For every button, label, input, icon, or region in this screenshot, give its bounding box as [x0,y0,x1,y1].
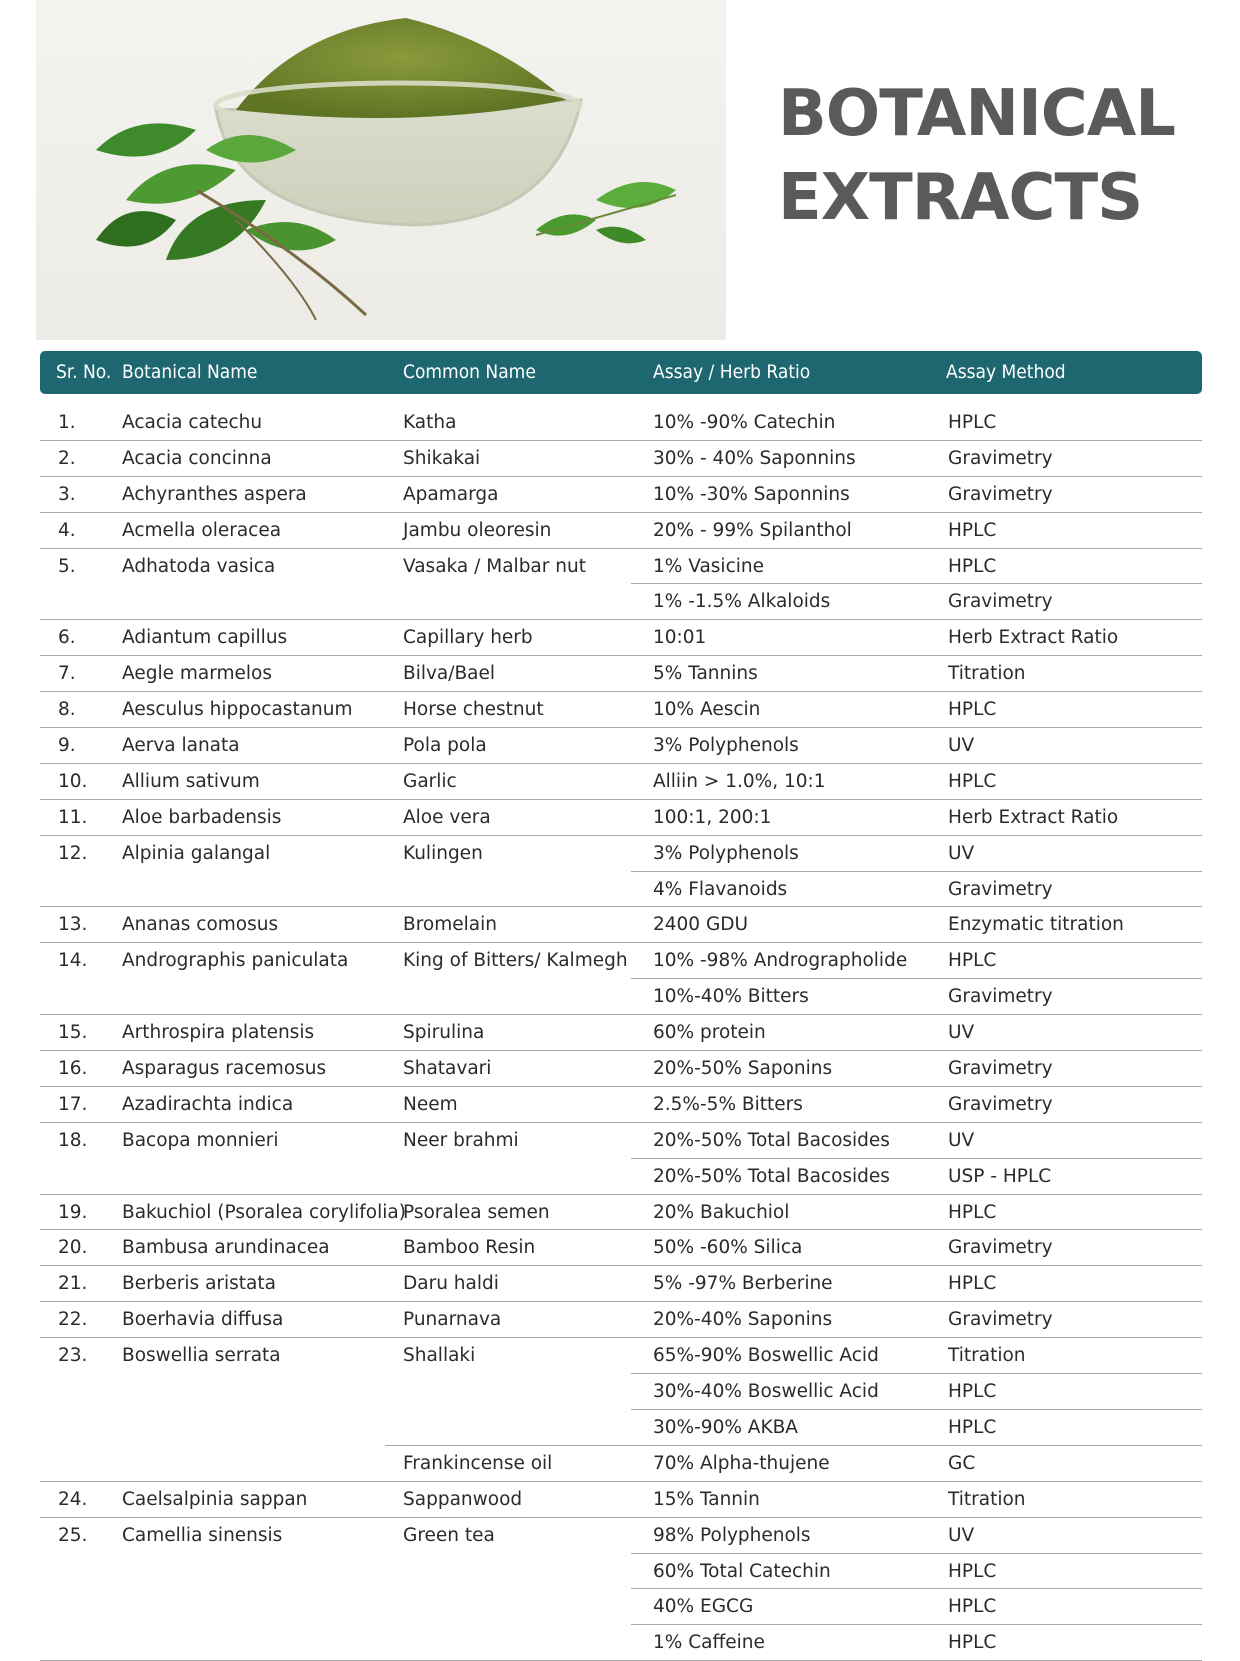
botanical-name-cell: Bacopa monnieri [122,1129,279,1151]
assay-method-cell: Gravimetry [948,1309,1053,1331]
table-row [40,620,1202,656]
common-name-cell: Bilva/Bael [403,663,496,685]
table-row [40,836,1202,872]
table-row [40,728,1202,764]
assay-cell: 15% Tannin [653,1488,760,1510]
assay-method-cell: UV [948,842,975,864]
sr-no-cell: 23. [58,1345,88,1367]
assay-method-cell: Enzymatic titration [948,914,1124,936]
common-name-cell: Green tea [403,1524,495,1546]
common-name-cell: Jambu oleoresin [403,519,552,541]
common-name-cell: Sappanwood [403,1488,523,1510]
table-row [40,1230,1202,1266]
botanical-name-cell: Arthrospira platensis [122,1022,315,1044]
sr-no-cell: 2. [58,447,76,469]
table-row [40,692,1202,728]
common-name-cell: Vasaka / Malbar nut [403,555,586,577]
table-row [40,1015,1202,1051]
common-name-cell: Punarnava [403,1309,502,1331]
assay-cell: 4% Flavanoids [653,878,788,900]
sr-no-cell: 5. [58,555,76,577]
botanical-name-cell: Asparagus racemosus [122,1058,327,1080]
table-header [40,351,1202,394]
table-row [40,656,1202,692]
assay-cell: 5% Tannins [653,663,758,685]
extracts-table-body [40,405,1202,1661]
common-name-cell: Neer brahmi [403,1129,519,1151]
assay-cell: 98% Polyphenols [653,1524,811,1546]
table-row [40,1051,1202,1087]
common-name-cell: Garlic [403,770,457,792]
table-row [40,441,1202,477]
common-name-cell: Aloe vera [403,806,491,828]
botanical-name-cell: Bambusa arundinacea [122,1237,330,1259]
table-row [40,1446,1202,1482]
assay-method-cell: UV [948,1524,975,1546]
assay-cell: 10%-40% Bitters [653,986,809,1008]
table-row [40,1374,1202,1410]
assay-method-cell: HPLC [948,519,997,541]
sr-no-cell: 15. [58,1022,88,1044]
sr-no-cell: 14. [58,950,88,972]
botanical-name-cell: Acacia concinna [122,447,272,469]
assay-cell: 1% Vasicine [653,555,764,577]
botanical-name-cell: Acmella oleracea [122,519,282,541]
botanical-name-cell: Bakuchiol (Psoralea corylifolia) [122,1201,406,1223]
sr-no-cell: 1. [58,412,76,433]
table-row [40,1302,1202,1338]
assay-cell: 40% EGCG [653,1596,754,1618]
common-name-cell: Katha [403,412,457,433]
common-name-cell: King of Bitters/ Kalmegh [403,950,628,972]
assay-cell: Alliin > 1.0%, 10:1 [653,770,826,792]
assay-method-cell: Titration [948,1345,1026,1367]
botanical-name-cell: Allium sativum [122,770,260,792]
assay-cell: 70% Alpha-thujene [653,1452,830,1474]
table-row [40,513,1202,549]
assay-method-cell: HPLC [948,1632,997,1654]
botanical-name-cell: Azadirachta indica [122,1093,294,1115]
sr-no-cell: 8. [58,699,76,721]
assay-cell: 65%-90% Boswellic Acid [653,1345,879,1367]
common-name-cell: Frankincense oil [403,1452,553,1474]
table-row [40,405,1202,441]
common-name-cell: Apamarga [403,483,499,505]
common-name-cell: Horse chestnut [403,699,544,721]
assay-method-cell: UV [948,1022,975,1044]
table-row [40,477,1202,513]
common-name-cell: Capillary herb [403,627,533,649]
column-header-common-name: Common Name [403,361,536,383]
assay-method-cell: HPLC [948,1560,997,1582]
sr-no-cell: 13. [58,914,88,936]
assay-method-cell: Gravimetry [948,591,1053,613]
common-name-cell: Pola pola [403,735,487,757]
assay-method-cell: Herb Extract Ratio [948,806,1119,828]
assay-cell: 50% -60% Silica [653,1237,803,1259]
assay-method-cell: Gravimetry [948,447,1053,469]
column-header-botanical-name: Botanical Name [122,361,258,383]
botanical-name-cell: Berberis aristata [122,1273,276,1295]
assay-method-cell: HPLC [948,1416,997,1438]
assay-method-cell: Gravimetry [948,986,1053,1008]
botanical-name-cell: Achyranthes aspera [122,483,307,505]
assay-cell: 20% - 99% Spilanthol [653,519,852,541]
assay-cell: 2.5%-5% Bitters [653,1093,803,1115]
table-row [40,907,1202,943]
table-row [40,584,1202,620]
sr-no-cell: 18. [58,1129,88,1151]
sr-no-cell: 11. [58,806,88,828]
assay-cell: 30% - 40% Saponnins [653,447,856,469]
assay-method-cell: GC [948,1452,976,1474]
assay-method-cell: HPLC [948,555,997,577]
assay-method-cell: Gravimetry [948,1237,1053,1259]
botanical-name-cell: Boswellia serrata [122,1345,281,1367]
assay-method-cell: Titration [948,1488,1026,1510]
table-row [40,549,1202,585]
botanical-name-cell: Aloe barbadensis [122,806,282,828]
sr-no-cell: 9. [58,735,76,757]
assay-method-cell: Gravimetry [948,1093,1053,1115]
common-name-cell: Neem [403,1093,458,1115]
table-row [40,1410,1202,1446]
table-row [40,1087,1202,1123]
assay-method-cell: UV [948,1129,975,1151]
sr-no-cell: 7. [58,663,76,685]
column-header-sr-no: Sr. No. [56,361,112,383]
table-row [40,1589,1202,1625]
assay-method-cell: HPLC [948,770,997,792]
assay-method-cell: Gravimetry [948,878,1053,900]
common-name-cell: Kulingen [403,842,483,864]
assay-cell: 20%-50% Saponins [653,1058,833,1080]
sr-no-cell: 25. [58,1524,88,1546]
assay-cell: 1% -1.5% Alkaloids [653,591,831,613]
assay-method-cell: HPLC [948,950,997,972]
assay-cell: 20%-40% Saponins [653,1309,833,1331]
assay-cell: 5% -97% Berberine [653,1273,833,1295]
column-header-assay-method: Assay Method [946,361,1066,383]
assay-cell: 10% Aescin [653,699,761,721]
assay-cell: 60% Total Catechin [653,1560,831,1582]
assay-method-cell: HPLC [948,699,997,721]
assay-method-cell: USP - HPLC [948,1165,1052,1187]
column-header-assay-herb-ratio: Assay / Herb Ratio [653,361,811,383]
sr-no-cell: 21. [58,1273,88,1295]
assay-method-cell: HPLC [948,1273,997,1295]
botanical-name-cell: Andrographis paniculata [122,950,349,972]
assay-method-cell: Titration [948,663,1026,685]
assay-method-cell: HPLC [948,1201,997,1223]
assay-method-cell: HPLC [948,1596,997,1618]
assay-cell: 3% Polyphenols [653,735,799,757]
botanical-name-cell: Aegle marmelos [122,663,272,685]
botanical-name-cell: Camellia sinensis [122,1524,283,1546]
sr-no-cell: 19. [58,1201,88,1223]
table-row [40,1195,1202,1231]
common-name-cell: Shallaki [403,1345,476,1367]
botanical-name-cell: Caelsalpinia sappan [122,1488,308,1510]
common-name-cell: Shatavari [403,1058,492,1080]
title-line-2: EXTRACTS [778,161,1143,235]
common-name-cell: Spirulina [403,1022,485,1044]
botanical-name-cell: Adiantum capillus [122,627,288,649]
assay-method-cell: Herb Extract Ratio [948,627,1119,649]
assay-cell: 1% Caffeine [653,1632,765,1654]
assay-cell: 30%-40% Boswellic Acid [653,1381,879,1403]
sr-no-cell: 12. [58,842,88,864]
sr-no-cell: 16. [58,1058,88,1080]
assay-cell: 20%-50% Total Bacosides [653,1129,890,1151]
sr-no-cell: 3. [58,483,76,505]
assay-cell: 60% protein [653,1022,766,1044]
sr-no-cell: 20. [58,1237,88,1259]
table-row [40,1518,1202,1554]
sr-no-cell: 4. [58,519,76,541]
assay-cell: 10% -98% Andrographolide [653,950,908,972]
hero-image [36,0,726,340]
common-name-cell: Bamboo Resin [403,1237,536,1259]
botanical-name-cell: Aerva lanata [122,735,240,757]
table-row [40,943,1202,979]
assay-cell: 20% Bakuchiol [653,1201,790,1223]
table-row [40,1338,1202,1374]
common-name-cell: Daru haldi [403,1273,499,1295]
common-name-cell: Bromelain [403,914,497,936]
table-row [40,1554,1202,1590]
table-row [40,1159,1202,1195]
assay-cell: 10% -30% Saponnins [653,483,850,505]
botanical-name-cell: Alpinia galangal [122,842,271,864]
page-title [778,72,1175,240]
assay-cell: 10:01 [653,627,707,649]
table-row [40,1266,1202,1302]
sr-no-cell: 24. [58,1488,88,1510]
assay-method-cell: HPLC [948,412,997,433]
botanical-name-cell: Boerhavia diffusa [122,1309,284,1331]
table-row [40,764,1202,800]
table-row [40,1123,1202,1159]
botanical-name-cell: Acacia catechu [122,412,263,433]
botanical-name-cell: Ananas comosus [122,914,279,936]
common-name-cell: Psoralea semen [403,1201,550,1223]
assay-method-cell: Gravimetry [948,1058,1053,1080]
assay-cell: 10% -90% Catechin [653,412,836,433]
assay-cell: 2400 GDU [653,914,749,936]
assay-method-cell: HPLC [948,1381,997,1403]
assay-cell: 100:1, 200:1 [653,806,772,828]
common-name-cell: Shikakai [403,447,481,469]
table-row [40,872,1202,908]
table-row [40,979,1202,1015]
assay-method-cell: Gravimetry [948,483,1053,505]
assay-cell: 30%-90% AKBA [653,1416,798,1438]
title-line-1: BOTANICAL [778,77,1176,151]
sr-no-cell: 10. [58,770,88,792]
assay-cell: 20%-50% Total Bacosides [653,1165,890,1187]
table-row [40,1482,1202,1518]
assay-method-cell: UV [948,735,975,757]
table-row [40,800,1202,836]
botanical-name-cell: Adhatoda vasica [122,555,276,577]
herbal-powder-bowl-illustration [36,0,726,340]
botanical-name-cell: Aesculus hippocastanum [122,699,353,721]
assay-cell: 3% Polyphenols [653,842,799,864]
sr-no-cell: 6. [58,627,76,649]
sr-no-cell: 17. [58,1093,88,1115]
table-row [40,1625,1202,1661]
sr-no-cell: 22. [58,1309,88,1331]
